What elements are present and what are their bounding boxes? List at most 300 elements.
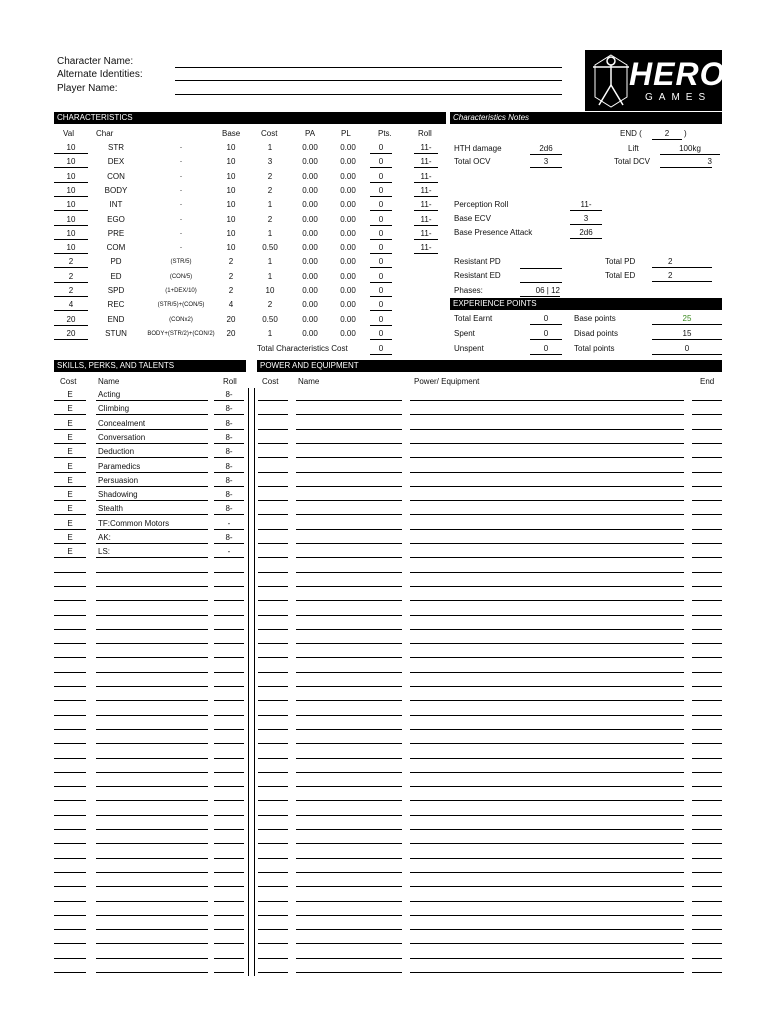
char-roll[interactable]: 11- [414,229,438,240]
skill-roll-field[interactable] [214,486,244,487]
skill-roll-field[interactable] [214,772,244,773]
power-end-field[interactable] [692,543,722,544]
power-equipment-field[interactable] [410,400,684,401]
skill-cost-field[interactable] [54,758,86,759]
power-equipment-field[interactable] [410,729,684,730]
power-end-field[interactable] [692,972,722,973]
skill-name-field[interactable] [96,843,208,844]
power-equipment-field[interactable] [410,572,684,573]
power-equipment-field[interactable] [410,586,684,587]
skill-cost-field[interactable] [54,972,86,973]
skill-roll-field[interactable] [214,958,244,959]
power-equipment-field[interactable] [410,629,684,630]
power-cost-field[interactable] [258,858,288,859]
power-end-field[interactable] [692,872,722,873]
power-name-field[interactable] [296,958,402,959]
power-name-field[interactable] [296,686,402,687]
power-name-field[interactable] [296,629,402,630]
power-end-field[interactable] [692,443,722,444]
skill-cost-field[interactable] [54,572,86,573]
power-name-field[interactable] [296,443,402,444]
power-cost-field[interactable] [258,629,288,630]
power-name-field[interactable] [296,672,402,673]
power-end-field[interactable] [692,686,722,687]
char-pts[interactable]: 0 [370,143,392,154]
skill-cost-field[interactable] [54,786,86,787]
char-val[interactable]: 2 [54,257,88,268]
skill-name-field[interactable] [96,500,208,501]
total-earnt-value[interactable]: 0 [530,314,562,325]
power-name-field[interactable] [296,843,402,844]
power-cost-field[interactable] [258,958,288,959]
skill-cost-field[interactable] [54,457,86,458]
skill-name-field[interactable] [96,400,208,401]
char-pts[interactable]: 0 [370,257,392,268]
power-cost-field[interactable] [258,729,288,730]
power-name-field[interactable] [296,457,402,458]
skill-roll-field[interactable] [214,943,244,944]
power-name-field[interactable] [296,472,402,473]
char-roll[interactable]: 11- [414,157,438,168]
skill-name-field[interactable] [96,543,208,544]
skill-roll-field[interactable] [214,758,244,759]
power-cost-field[interactable] [258,443,288,444]
power-end-field[interactable] [692,800,722,801]
base-points-value[interactable]: 25 [652,314,722,325]
skill-name-field[interactable] [96,414,208,415]
char-roll[interactable]: 11- [414,143,438,154]
power-name-field[interactable] [296,929,402,930]
skill-cost-field[interactable] [54,400,86,401]
power-cost-field[interactable] [258,929,288,930]
skill-name-field[interactable] [96,972,208,973]
power-cost-field[interactable] [258,514,288,515]
power-cost-field[interactable] [258,943,288,944]
skill-roll-field[interactable] [214,500,244,501]
resistant-pd-field[interactable] [520,268,562,269]
skill-name-field[interactable] [96,901,208,902]
power-end-field[interactable] [692,786,722,787]
skill-cost-field[interactable] [54,600,86,601]
char-roll[interactable]: 11- [414,243,438,254]
power-equipment-field[interactable] [410,901,684,902]
skill-roll-field[interactable] [214,829,244,830]
power-name-field[interactable] [296,543,402,544]
skill-roll-field[interactable] [214,672,244,673]
skill-cost-field[interactable] [54,615,86,616]
skill-name-field[interactable] [96,815,208,816]
lift-value[interactable]: 100kg [660,144,720,155]
power-cost-field[interactable] [258,500,288,501]
skill-cost-field[interactable] [54,943,86,944]
skill-name-field[interactable] [96,715,208,716]
skill-cost-field[interactable] [54,715,86,716]
skill-name-field[interactable] [96,829,208,830]
perception-roll-value[interactable]: 11- [570,200,602,211]
power-equipment-field[interactable] [410,500,684,501]
skill-name-field[interactable] [96,472,208,473]
power-equipment-field[interactable] [410,972,684,973]
char-roll[interactable]: 11- [414,186,438,197]
power-cost-field[interactable] [258,743,288,744]
power-name-field[interactable] [296,743,402,744]
power-cost-field[interactable] [258,800,288,801]
skill-roll-field[interactable] [214,529,244,530]
char-val[interactable]: 10 [54,229,88,240]
power-equipment-field[interactable] [410,943,684,944]
power-cost-field[interactable] [258,786,288,787]
power-name-field[interactable] [296,414,402,415]
power-cost-field[interactable] [258,686,288,687]
skill-roll-field[interactable] [214,457,244,458]
power-equipment-field[interactable] [410,472,684,473]
power-end-field[interactable] [692,557,722,558]
power-cost-field[interactable] [258,772,288,773]
skill-cost-field[interactable] [54,872,86,873]
skill-name-field[interactable] [96,743,208,744]
power-name-field[interactable] [296,586,402,587]
skill-cost-field[interactable] [54,815,86,816]
base-ecv-value[interactable]: 3 [570,214,602,225]
power-equipment-field[interactable] [410,743,684,744]
skill-roll-field[interactable] [214,915,244,916]
power-end-field[interactable] [692,429,722,430]
skill-roll-field[interactable] [214,514,244,515]
power-cost-field[interactable] [258,615,288,616]
power-end-field[interactable] [692,815,722,816]
power-end-field[interactable] [692,715,722,716]
power-cost-field[interactable] [258,586,288,587]
power-equipment-field[interactable] [410,829,684,830]
skill-name-field[interactable] [96,872,208,873]
power-name-field[interactable] [296,514,402,515]
power-cost-field[interactable] [258,486,288,487]
total-pd-value[interactable]: 2 [652,257,712,268]
power-end-field[interactable] [692,843,722,844]
power-name-field[interactable] [296,715,402,716]
disad-points-value[interactable]: 15 [652,329,722,340]
skill-roll-field[interactable] [214,729,244,730]
char-pts[interactable]: 0 [370,172,392,183]
skill-cost-field[interactable] [54,901,86,902]
skill-cost-field[interactable] [54,915,86,916]
power-equipment-field[interactable] [410,672,684,673]
player-name-field[interactable] [175,94,562,95]
char-pts[interactable]: 0 [370,157,392,168]
skill-cost-field[interactable] [54,929,86,930]
power-name-field[interactable] [296,943,402,944]
power-cost-field[interactable] [258,529,288,530]
skill-cost-field[interactable] [54,543,86,544]
power-end-field[interactable] [692,657,722,658]
skill-roll-field[interactable] [214,786,244,787]
power-cost-field[interactable] [258,400,288,401]
skill-name-field[interactable] [96,657,208,658]
power-equipment-field[interactable] [410,643,684,644]
power-end-field[interactable] [692,457,722,458]
power-end-field[interactable] [692,929,722,930]
total-characteristics-value[interactable]: 0 [370,344,392,355]
skill-cost-field[interactable] [54,886,86,887]
power-equipment-field[interactable] [410,872,684,873]
skill-cost-field[interactable] [54,629,86,630]
power-end-field[interactable] [692,758,722,759]
power-end-field[interactable] [692,672,722,673]
skill-cost-field[interactable] [54,700,86,701]
power-equipment-field[interactable] [410,543,684,544]
total-ed-value[interactable]: 2 [652,271,712,282]
power-name-field[interactable] [296,400,402,401]
skill-cost-field[interactable] [54,514,86,515]
power-name-field[interactable] [296,500,402,501]
skill-name-field[interactable] [96,700,208,701]
char-val[interactable]: 10 [54,143,88,154]
power-cost-field[interactable] [258,643,288,644]
power-name-field[interactable] [296,858,402,859]
power-cost-field[interactable] [258,915,288,916]
skill-roll-field[interactable] [214,629,244,630]
hth-damage-value[interactable]: 2d6 [530,144,562,155]
power-end-field[interactable] [692,901,722,902]
power-cost-field[interactable] [258,700,288,701]
power-end-field[interactable] [692,958,722,959]
power-end-field[interactable] [692,529,722,530]
skill-name-field[interactable] [96,886,208,887]
skill-cost-field[interactable] [54,686,86,687]
power-cost-field[interactable] [258,657,288,658]
power-equipment-field[interactable] [410,800,684,801]
skill-roll-field[interactable] [214,686,244,687]
skill-roll-field[interactable] [214,843,244,844]
power-end-field[interactable] [692,472,722,473]
power-cost-field[interactable] [258,429,288,430]
skill-roll-field[interactable] [214,815,244,816]
power-equipment-field[interactable] [410,758,684,759]
power-name-field[interactable] [296,557,402,558]
skill-roll-field[interactable] [214,586,244,587]
skill-name-field[interactable] [96,600,208,601]
skill-roll-field[interactable] [214,700,244,701]
power-cost-field[interactable] [258,758,288,759]
power-equipment-field[interactable] [410,929,684,930]
skill-roll-field[interactable] [214,557,244,558]
skill-roll-field[interactable] [214,414,244,415]
char-val[interactable]: 2 [54,286,88,297]
skill-name-field[interactable] [96,858,208,859]
skill-cost-field[interactable] [54,643,86,644]
skill-name-field[interactable] [96,629,208,630]
power-name-field[interactable] [296,643,402,644]
skill-name-field[interactable] [96,729,208,730]
power-end-field[interactable] [692,572,722,573]
skill-cost-field[interactable] [54,657,86,658]
char-pts[interactable]: 0 [370,186,392,197]
power-cost-field[interactable] [258,557,288,558]
skill-cost-field[interactable] [54,500,86,501]
skill-roll-field[interactable] [214,472,244,473]
skill-name-field[interactable] [96,586,208,587]
char-pts[interactable]: 0 [370,215,392,226]
power-equipment-field[interactable] [410,700,684,701]
power-name-field[interactable] [296,872,402,873]
skill-name-field[interactable] [96,514,208,515]
skill-cost-field[interactable] [54,800,86,801]
skill-roll-field[interactable] [214,643,244,644]
skill-cost-field[interactable] [54,858,86,859]
power-name-field[interactable] [296,615,402,616]
char-pts[interactable]: 0 [370,243,392,254]
char-pts[interactable]: 0 [370,286,392,297]
skill-roll-field[interactable] [214,715,244,716]
skill-name-field[interactable] [96,915,208,916]
skill-name-field[interactable] [96,958,208,959]
skill-name-field[interactable] [96,572,208,573]
skill-roll-field[interactable] [214,743,244,744]
char-pts[interactable]: 0 [370,229,392,240]
skill-cost-field[interactable] [54,429,86,430]
char-pts[interactable]: 0 [370,315,392,326]
power-cost-field[interactable] [258,715,288,716]
power-name-field[interactable] [296,815,402,816]
power-end-field[interactable] [692,500,722,501]
skill-name-field[interactable] [96,786,208,787]
power-end-field[interactable] [692,600,722,601]
power-name-field[interactable] [296,486,402,487]
skill-name-field[interactable] [96,800,208,801]
char-val[interactable]: 10 [54,200,88,211]
power-name-field[interactable] [296,657,402,658]
power-equipment-field[interactable] [410,486,684,487]
skill-roll-field[interactable] [214,858,244,859]
power-end-field[interactable] [692,943,722,944]
total-points-value[interactable]: 0 [652,344,722,355]
skill-name-field[interactable] [96,758,208,759]
power-equipment-field[interactable] [410,615,684,616]
skill-roll-field[interactable] [214,615,244,616]
power-end-field[interactable] [692,915,722,916]
power-equipment-field[interactable] [410,772,684,773]
char-val[interactable]: 10 [54,215,88,226]
end-value[interactable]: 2 [652,129,682,140]
skill-cost-field[interactable] [54,772,86,773]
power-name-field[interactable] [296,886,402,887]
skill-roll-field[interactable] [214,886,244,887]
char-val[interactable]: 10 [54,243,88,254]
power-name-field[interactable] [296,786,402,787]
skill-cost-field[interactable] [54,672,86,673]
skill-roll-field[interactable] [214,901,244,902]
power-equipment-field[interactable] [410,843,684,844]
power-cost-field[interactable] [258,543,288,544]
power-equipment-field[interactable] [410,715,684,716]
power-cost-field[interactable] [258,414,288,415]
unspent-value[interactable]: 0 [530,344,562,355]
power-equipment-field[interactable] [410,557,684,558]
power-cost-field[interactable] [258,901,288,902]
skill-roll-field[interactable] [214,443,244,444]
skill-name-field[interactable] [96,529,208,530]
power-equipment-field[interactable] [410,858,684,859]
char-roll[interactable]: 11- [414,200,438,211]
char-pts[interactable]: 0 [370,300,392,311]
power-equipment-field[interactable] [410,514,684,515]
power-cost-field[interactable] [258,843,288,844]
power-end-field[interactable] [692,629,722,630]
power-end-field[interactable] [692,886,722,887]
power-end-field[interactable] [692,514,722,515]
skill-roll-field[interactable] [214,572,244,573]
power-end-field[interactable] [692,486,722,487]
power-end-field[interactable] [692,772,722,773]
skill-cost-field[interactable] [54,729,86,730]
skill-cost-field[interactable] [54,529,86,530]
skill-roll-field[interactable] [214,657,244,658]
char-val[interactable]: 10 [54,186,88,197]
base-presence-value[interactable]: 2d6 [570,228,602,239]
skill-roll-field[interactable] [214,872,244,873]
skill-roll-field[interactable] [214,543,244,544]
power-name-field[interactable] [296,572,402,573]
skill-cost-field[interactable] [54,586,86,587]
skill-roll-field[interactable] [214,400,244,401]
power-end-field[interactable] [692,643,722,644]
char-roll[interactable]: 11- [414,215,438,226]
power-equipment-field[interactable] [410,815,684,816]
power-equipment-field[interactable] [410,529,684,530]
skill-name-field[interactable] [96,557,208,558]
power-cost-field[interactable] [258,672,288,673]
power-end-field[interactable] [692,829,722,830]
skill-name-field[interactable] [96,486,208,487]
power-name-field[interactable] [296,700,402,701]
resistant-ed-field[interactable] [520,282,562,283]
power-cost-field[interactable] [258,972,288,973]
power-equipment-field[interactable] [410,429,684,430]
skill-name-field[interactable] [96,943,208,944]
char-pts[interactable]: 0 [370,272,392,283]
skill-roll-field[interactable] [214,429,244,430]
spent-value[interactable]: 0 [530,329,562,340]
power-equipment-field[interactable] [410,915,684,916]
skill-roll-field[interactable] [214,600,244,601]
skill-name-field[interactable] [96,443,208,444]
power-end-field[interactable] [692,615,722,616]
phases-value[interactable]: 06 | 12 [520,286,560,297]
power-end-field[interactable] [692,743,722,744]
skill-cost-field[interactable] [54,843,86,844]
skill-cost-field[interactable] [54,486,86,487]
skill-cost-field[interactable] [54,414,86,415]
skill-roll-field[interactable] [214,972,244,973]
skill-cost-field[interactable] [54,443,86,444]
char-val[interactable]: 4 [54,300,88,311]
char-val[interactable]: 20 [54,329,88,340]
power-name-field[interactable] [296,972,402,973]
power-name-field[interactable] [296,758,402,759]
power-name-field[interactable] [296,829,402,830]
power-equipment-field[interactable] [410,600,684,601]
power-name-field[interactable] [296,729,402,730]
power-name-field[interactable] [296,915,402,916]
skill-name-field[interactable] [96,429,208,430]
char-pts[interactable]: 0 [370,200,392,211]
character-name-field[interactable] [175,67,562,68]
power-cost-field[interactable] [258,472,288,473]
power-cost-field[interactable] [258,829,288,830]
power-cost-field[interactable] [258,600,288,601]
skill-name-field[interactable] [96,929,208,930]
power-cost-field[interactable] [258,457,288,458]
